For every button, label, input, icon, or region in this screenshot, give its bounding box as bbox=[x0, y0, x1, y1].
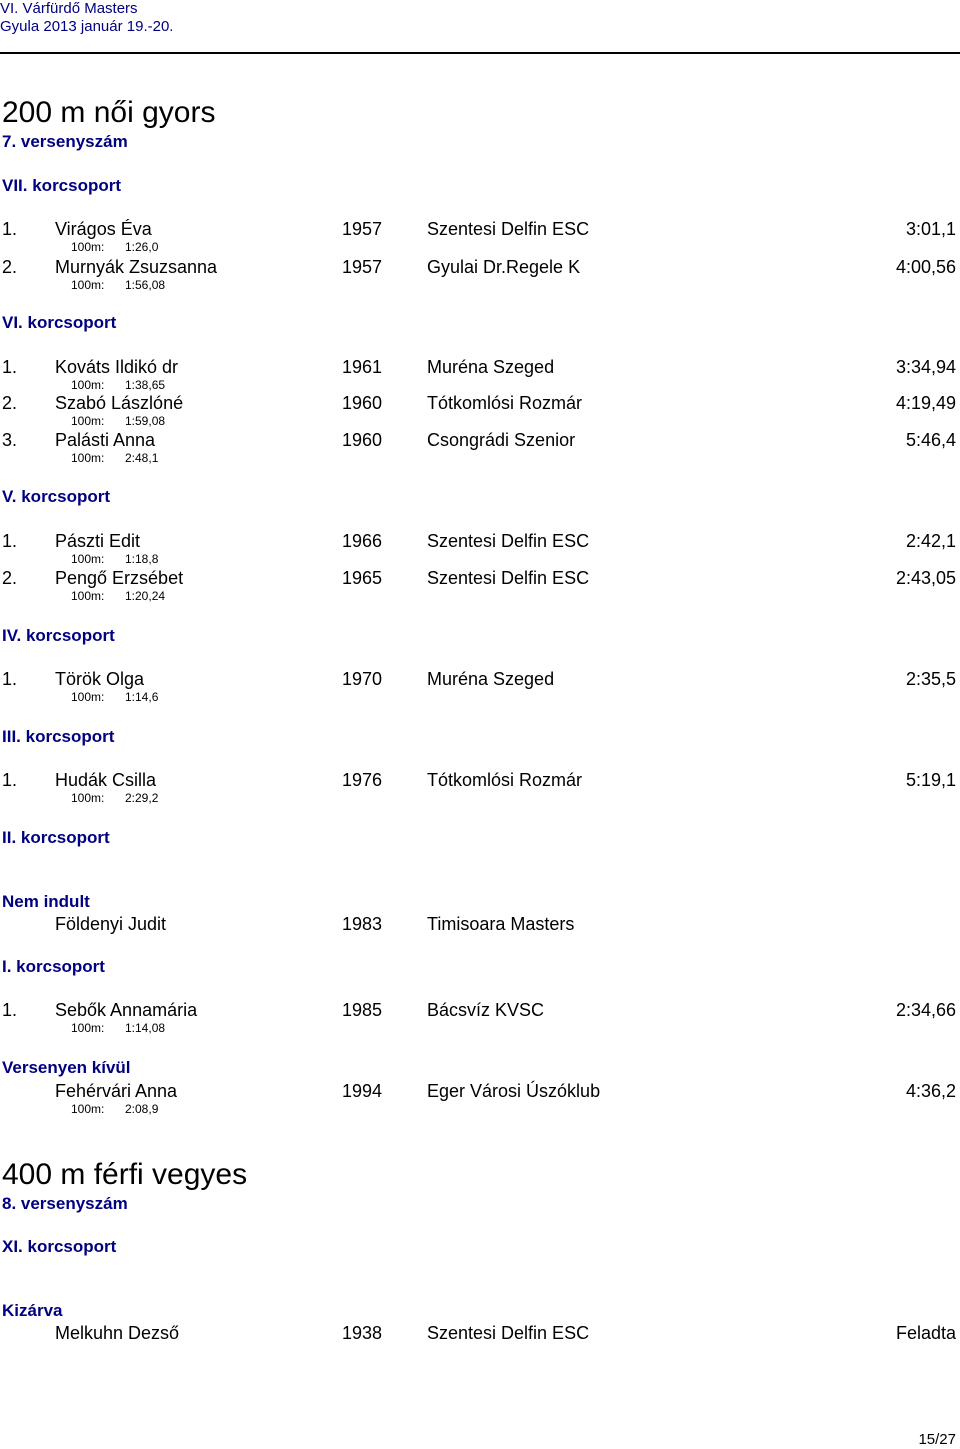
split-label: 100m: bbox=[71, 378, 105, 392]
result-club: Csongrádi Szenior bbox=[427, 430, 576, 450]
result-club: Tótkomlósi Rozmár bbox=[427, 770, 583, 790]
split-time bbox=[71, 791, 159, 805]
split-time bbox=[71, 589, 166, 603]
split-label: 100m: bbox=[71, 552, 105, 566]
result-time: 4:00,56 bbox=[895, 257, 956, 277]
split-value: 1:14,6 bbox=[125, 690, 159, 704]
result-year: 1960 bbox=[342, 393, 383, 413]
result-club: Gyulai Dr.Regele K bbox=[427, 257, 581, 277]
result-name: Pászti Edit bbox=[55, 531, 141, 551]
event-number: 7. versenyszám bbox=[2, 132, 128, 151]
result-club: Szentesi Delfin ESC bbox=[427, 568, 590, 588]
result-name: Murnyák Zsuzsanna bbox=[55, 257, 218, 277]
result-year: 1957 bbox=[342, 257, 383, 277]
split-label: 100m: bbox=[71, 451, 105, 465]
group-title: III. korcsoport bbox=[2, 727, 115, 746]
group-title: XI. korcsoport bbox=[2, 1237, 117, 1256]
event-title: 400 m férfi vegyes bbox=[2, 1158, 248, 1191]
result-year: 1994 bbox=[342, 1081, 383, 1101]
result-place: 3. bbox=[2, 430, 18, 450]
result-club: Eger Városi Úszóklub bbox=[427, 1081, 601, 1101]
result-time: 2:35,5 bbox=[905, 669, 956, 689]
result-year: 1957 bbox=[342, 219, 383, 239]
result-year: 1961 bbox=[342, 357, 383, 377]
split-value: 1:14,08 bbox=[125, 1021, 166, 1035]
result-club: Timisoara Masters bbox=[427, 914, 575, 934]
result-year: 1938 bbox=[342, 1323, 383, 1343]
result-place: 1. bbox=[2, 1000, 18, 1020]
split-value: 1:38,65 bbox=[125, 378, 166, 392]
result-time: 4:36,2 bbox=[905, 1081, 956, 1101]
split-time bbox=[71, 451, 159, 465]
split-value: 1:18,8 bbox=[125, 552, 159, 566]
split-value: 2:48,1 bbox=[125, 451, 159, 465]
result-name: Fehérvári Anna bbox=[55, 1081, 178, 1101]
result-year: 1960 bbox=[342, 430, 383, 450]
result-place: 1. bbox=[2, 669, 18, 689]
split-value: 1:20,24 bbox=[125, 589, 166, 603]
group-title: Kizárva bbox=[2, 1301, 63, 1320]
result-place: 1. bbox=[2, 357, 18, 377]
split-label: 100m: bbox=[71, 240, 105, 254]
result-name: Török Olga bbox=[55, 669, 145, 689]
split-value: 1:56,08 bbox=[125, 278, 166, 292]
result-name: Hudák Csilla bbox=[55, 770, 157, 790]
result-club: Tótkomlósi Rozmár bbox=[427, 393, 583, 413]
result-year: 1983 bbox=[342, 914, 383, 934]
group-title: VII. korcsoport bbox=[2, 176, 122, 195]
result-time: 5:19,1 bbox=[905, 770, 956, 790]
result-name: Pengő Erzsébet bbox=[55, 568, 184, 588]
result-year: 1970 bbox=[342, 669, 383, 689]
group-title: II. korcsoport bbox=[2, 828, 110, 847]
result-club: Bácsvíz KVSC bbox=[427, 1000, 545, 1020]
split-label: 100m: bbox=[71, 791, 105, 805]
result-name: Melkuhn Dezső bbox=[55, 1323, 180, 1343]
split-label: 100m: bbox=[71, 414, 105, 428]
result-time: 2:42,1 bbox=[905, 531, 956, 551]
group-title: VI. korcsoport bbox=[2, 313, 117, 332]
result-place: 1. bbox=[2, 219, 18, 239]
split-label: 100m: bbox=[71, 589, 105, 603]
result-name: Virágos Éva bbox=[55, 219, 152, 239]
result-place: 1. bbox=[2, 531, 18, 551]
result-year: 1976 bbox=[342, 770, 383, 790]
page-number: 15/27 bbox=[918, 1431, 956, 1448]
result-name: Sebők Annamária bbox=[55, 1000, 198, 1020]
result-club: Szentesi Delfin ESC bbox=[427, 531, 590, 551]
group-title: Versenyen kívül bbox=[2, 1058, 131, 1077]
split-time bbox=[71, 240, 159, 254]
result-place: 1. bbox=[2, 770, 18, 790]
result-name: Palásti Anna bbox=[55, 430, 156, 450]
result-club: Szentesi Delfin ESC bbox=[427, 1323, 590, 1343]
result-time: 3:01,1 bbox=[905, 219, 956, 239]
split-time bbox=[71, 690, 159, 704]
event-number: 8. versenyszám bbox=[2, 1194, 128, 1213]
group-title: Nem indult bbox=[2, 892, 90, 911]
split-value: 2:29,2 bbox=[125, 791, 159, 805]
document-header bbox=[0, 0, 173, 36]
result-club: Muréna Szeged bbox=[427, 669, 555, 689]
result-name: Szabó Lászlóné bbox=[55, 393, 184, 413]
group-title: IV. korcsoport bbox=[2, 626, 115, 645]
split-time bbox=[71, 552, 159, 566]
split-label: 100m: bbox=[71, 1021, 105, 1035]
result-name: Kováts Ildikó dr bbox=[55, 357, 179, 377]
header-divider bbox=[0, 52, 960, 54]
result-time: Feladta bbox=[895, 1323, 956, 1343]
split-time bbox=[71, 278, 166, 292]
result-time: 2:43,05 bbox=[895, 568, 956, 588]
result-year: 1985 bbox=[342, 1000, 383, 1020]
result-name: Földenyi Judit bbox=[55, 914, 167, 934]
split-time bbox=[71, 378, 166, 392]
split-time bbox=[71, 1021, 166, 1035]
group-title: I. korcsoport bbox=[2, 957, 105, 976]
result-place: 2. bbox=[2, 393, 18, 413]
split-label: 100m: bbox=[71, 1102, 105, 1116]
result-time: 3:34,94 bbox=[895, 357, 956, 377]
split-time bbox=[71, 1102, 159, 1116]
result-club: Szentesi Delfin ESC bbox=[427, 219, 590, 239]
split-value: 1:26,0 bbox=[125, 240, 159, 254]
result-place: 2. bbox=[2, 257, 18, 277]
split-value: 1:59,08 bbox=[125, 414, 166, 428]
result-time: 5:46,4 bbox=[905, 430, 956, 450]
header-event-name: VI. Várfürdő Masters bbox=[0, 0, 138, 17]
result-time: 2:34,66 bbox=[895, 1000, 956, 1020]
event-title: 200 m női gyors bbox=[2, 96, 216, 129]
result-place: 2. bbox=[2, 568, 18, 588]
result-year: 1965 bbox=[342, 568, 383, 588]
header-event-date: Gyula 2013 január 19.-20. bbox=[0, 18, 174, 35]
result-time: 4:19,49 bbox=[895, 393, 956, 413]
split-label: 100m: bbox=[71, 278, 105, 292]
result-club: Muréna Szeged bbox=[427, 357, 555, 377]
group-title: V. korcsoport bbox=[2, 487, 111, 506]
result-year: 1966 bbox=[342, 531, 383, 551]
split-label: 100m: bbox=[71, 690, 105, 704]
split-time bbox=[71, 414, 166, 428]
split-value: 2:08,9 bbox=[125, 1102, 159, 1116]
